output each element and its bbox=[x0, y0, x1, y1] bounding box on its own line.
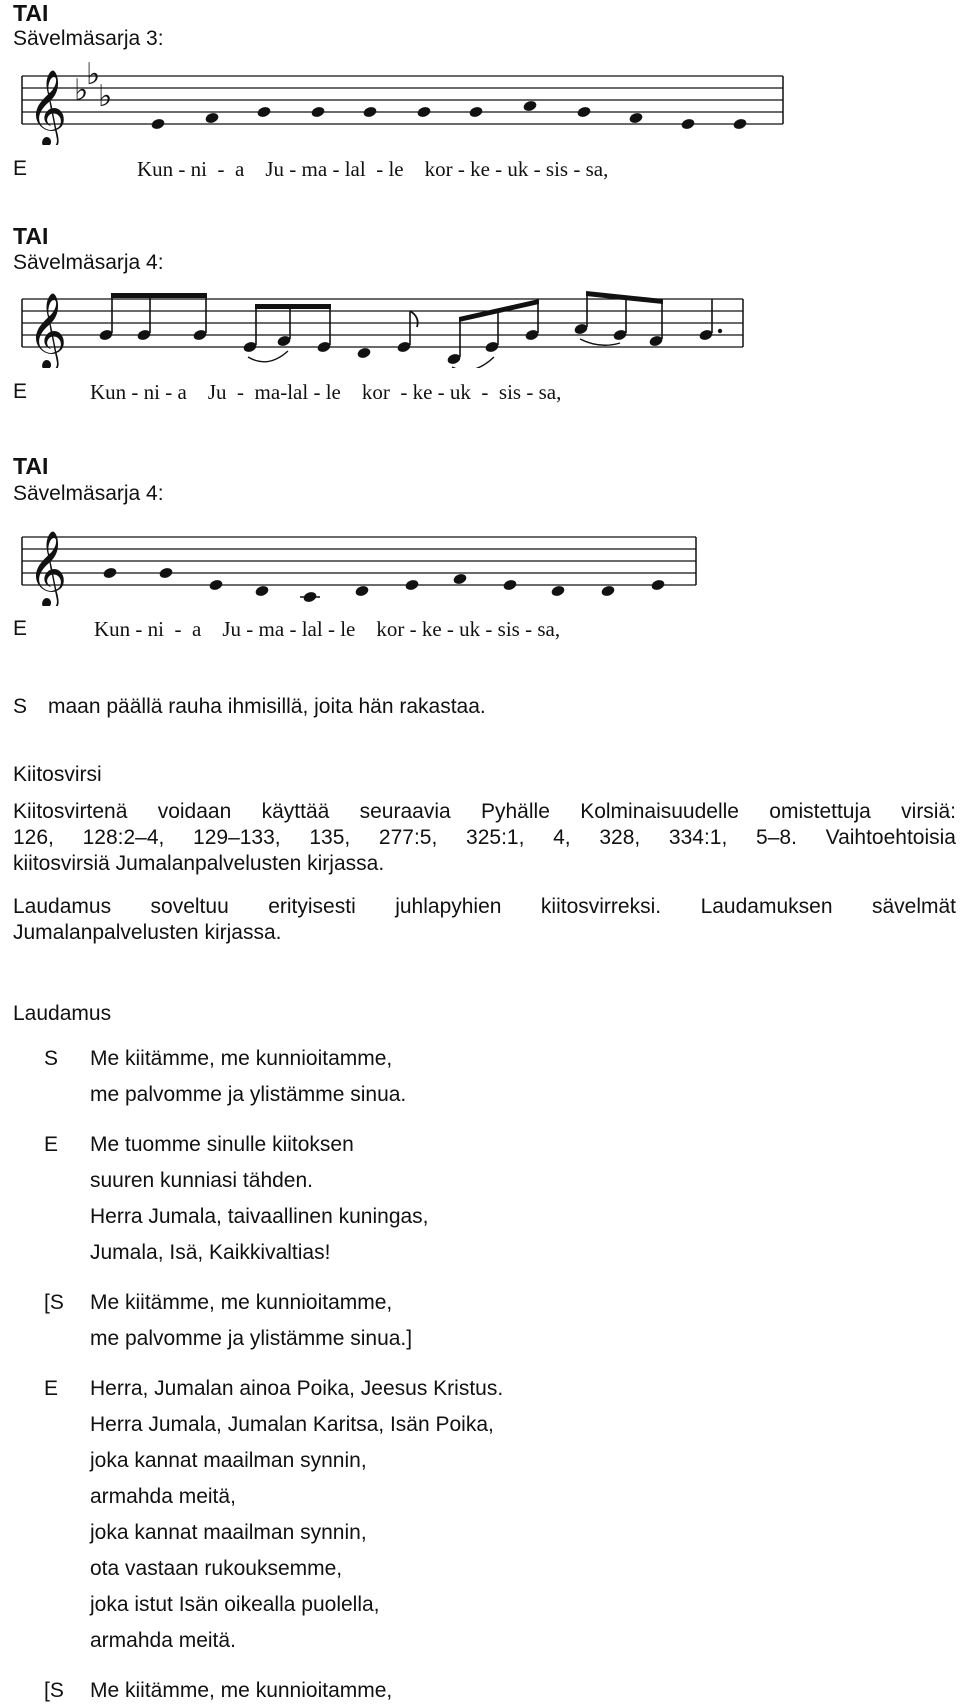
stanza-voice: E bbox=[44, 1377, 59, 1400]
stanza-line: Me tuomme sinulle kiitoksen bbox=[90, 1133, 354, 1156]
lyrics-line-2: Kun - ni - a Ju - ma-lal - le kor - ke - uk - sis - sa, bbox=[90, 380, 562, 404]
stanza-line: suuren kunniasi tähden. bbox=[90, 1169, 313, 1192]
lyrics-line-1: Kun - ni - a Ju - ma - lal - le kor - ke - uk - sis - sa, bbox=[137, 157, 609, 181]
note bbox=[732, 117, 747, 130]
stanza-voice: [S bbox=[44, 1679, 64, 1702]
stanza-line: Herra Jumala, Jumalan Karitsa, Isän Poika, bbox=[90, 1413, 494, 1436]
alt-label-1: TAI bbox=[13, 0, 49, 26]
note bbox=[356, 346, 371, 359]
stanza-line: Herra, Jumalan ainoa Poika, Jeesus Kristus. bbox=[90, 1377, 504, 1400]
note bbox=[254, 584, 269, 597]
laudamus-heading: Laudamus bbox=[13, 1002, 112, 1025]
series-label-3: Sävelmäsarja 4: bbox=[13, 482, 164, 505]
note bbox=[550, 584, 565, 597]
kiitosvirsi-paragraph-1: Kiitosvirtenä voidaan käyttää seuraavia Pyhälle Kolminaisuudelle omistettuja virsiä: 126, 128:2–4, 129–133, 135, 277:5, 325:1, 4, 328, 334:1, 5–8. Vaihtoehtoisia kiitosvirsiä Jumalanpalvelusten kirjassa. bbox=[13, 800, 956, 875]
flat-icon: ♭ bbox=[74, 73, 89, 108]
note bbox=[522, 99, 537, 112]
stanza-line: joka kannat maailman synnin, bbox=[90, 1521, 367, 1544]
note bbox=[158, 566, 173, 579]
note bbox=[362, 105, 377, 118]
stanza-line: joka istut Isän oikealla puolella, bbox=[90, 1593, 380, 1616]
note bbox=[204, 111, 219, 124]
response-text: maan päällä rauha ihmisillä, joita hän rakastaa. bbox=[48, 695, 486, 718]
stanza-voice: [S bbox=[44, 1291, 64, 1314]
stanza-line: me palvomme ja ylistämme sinua.] bbox=[90, 1327, 413, 1350]
note bbox=[416, 105, 431, 118]
note bbox=[256, 105, 271, 118]
treble-clef-icon: 𝄞 bbox=[28, 530, 68, 606]
note bbox=[208, 578, 223, 591]
note bbox=[650, 578, 665, 591]
note bbox=[452, 572, 467, 585]
stanza-line: Herra Jumala, taivaallinen kuningas, bbox=[90, 1205, 429, 1228]
note bbox=[502, 578, 517, 591]
alt-label-2: TAI bbox=[13, 223, 49, 249]
stanza-voice: E bbox=[44, 1133, 59, 1156]
note bbox=[310, 105, 325, 118]
stanza-line: Me kiitämme, me kunnioitamme, bbox=[90, 1047, 393, 1070]
alt-label-3: TAI bbox=[13, 453, 49, 479]
treble-clef-icon: 𝄞 bbox=[28, 292, 68, 368]
stanza-voice: S bbox=[44, 1047, 59, 1070]
note bbox=[150, 117, 165, 130]
stanza-line: Jumala, Isä, Kaikkivaltias! bbox=[90, 1241, 331, 1264]
flat-icon: ♭ bbox=[98, 79, 113, 114]
note bbox=[576, 105, 591, 118]
voice-label-3: E bbox=[13, 617, 28, 640]
note bbox=[404, 578, 419, 591]
staff-1 bbox=[0, 60, 960, 145]
stanza-line: me palvomme ja ylistämme sinua. bbox=[90, 1083, 407, 1106]
response-voice: S bbox=[13, 695, 28, 718]
note bbox=[102, 566, 117, 579]
note bbox=[354, 584, 369, 597]
staff-2 bbox=[0, 283, 960, 368]
kiitosvirsi-paragraph-2: Laudamus soveltuu erityisesti juhlapyhien kiitosvirreksi. Laudamuksen sävelmät Jumalanpalvelusten kirjassa. bbox=[13, 895, 956, 944]
treble-clef-icon: 𝄞 bbox=[28, 69, 68, 145]
stanza-line: Me kiitämme, me kunnioitamme, bbox=[90, 1679, 393, 1702]
note bbox=[628, 111, 643, 124]
note bbox=[468, 105, 483, 118]
series-label-2: Sävelmäsarja 4: bbox=[13, 251, 164, 274]
staff-3 bbox=[0, 521, 960, 606]
stanza-line: Me kiitämme, me kunnioitamme, bbox=[90, 1291, 393, 1314]
voice-label-2: E bbox=[13, 380, 28, 403]
kiitosvirsi-heading: Kiitosvirsi bbox=[13, 763, 102, 786]
note bbox=[600, 584, 615, 597]
series-label-1: Sävelmäsarja 3: bbox=[13, 27, 164, 50]
stanza-line: joka kannat maailman synnin, bbox=[90, 1449, 367, 1472]
note bbox=[680, 117, 695, 130]
lyrics-line-3: Kun - ni - a Ju - ma - lal - le kor - ke - uk - sis - sa, bbox=[94, 617, 561, 641]
stanza-line: armahda meitä, bbox=[90, 1485, 236, 1508]
voice-label-1: E bbox=[13, 157, 28, 180]
stanza-line: ota vastaan rukouksemme, bbox=[90, 1557, 343, 1580]
stanza-line: armahda meitä. bbox=[90, 1629, 236, 1652]
flat-icon: ♭ bbox=[86, 60, 101, 92]
